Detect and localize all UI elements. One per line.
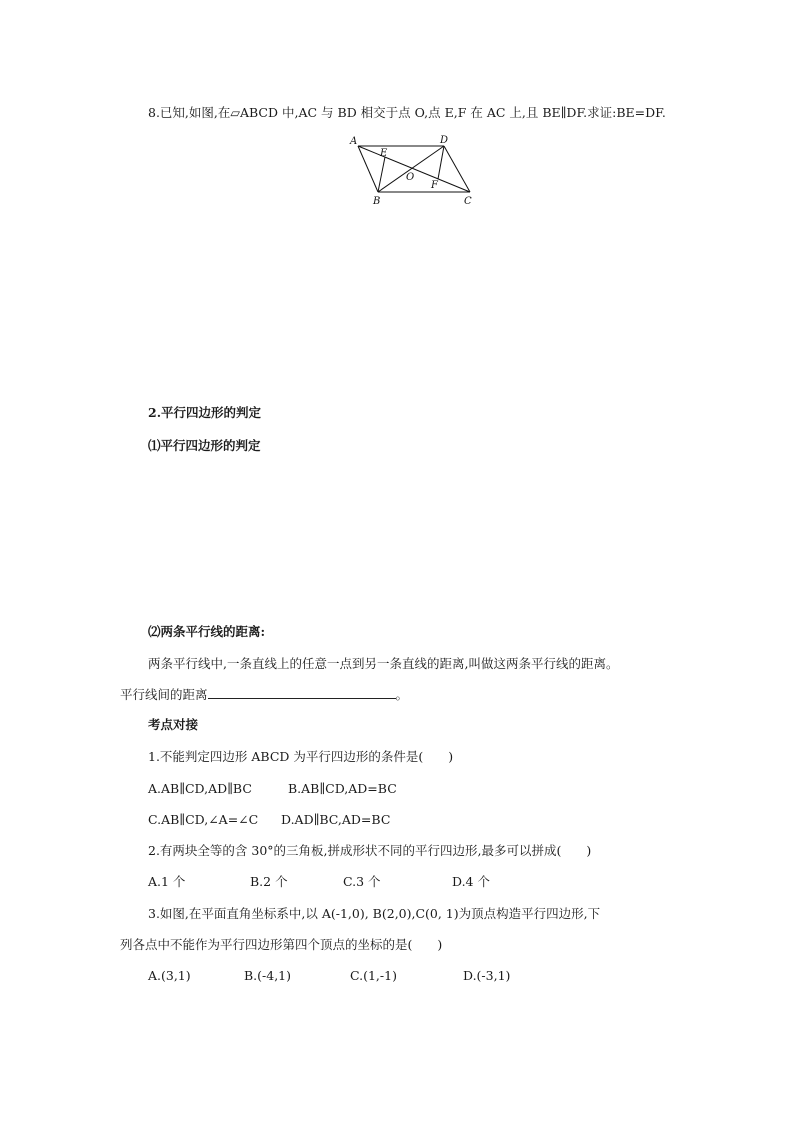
q3-option-d: D.(-3,1) bbox=[463, 968, 511, 983]
q1-option-b: B.AB∥CD,AD=BC bbox=[288, 781, 397, 796]
q8-text: 8.已知,如图,在▱ABCD 中,AC 与 BD 相交于点 O,点 E,F 在 AC 上,且 BE∥DF.求证:BE=DF. bbox=[148, 105, 666, 120]
label-a: A bbox=[350, 136, 358, 147]
q2-stem: 2.有两块全等的含 30°的三角板,拼成形状不同的平行四边形,最多可以拼成( ) bbox=[148, 843, 592, 858]
answer-blank[interactable] bbox=[208, 686, 396, 699]
q3-option-c: C.(1,-1) bbox=[350, 968, 397, 983]
q2-option-a: A.1 个 bbox=[148, 874, 186, 889]
segment-df bbox=[438, 146, 444, 179]
q2-option-d: D.4 个 bbox=[452, 874, 490, 889]
q1-option-d: D.AD∥BC,AD=BC bbox=[281, 812, 391, 827]
q3-option-b: B.(-4,1) bbox=[244, 968, 292, 983]
q1-stem: 1.不能判定四边形 ABCD 为平行四边形的条件是( ) bbox=[148, 749, 454, 764]
distance-prefix: 平行线间的距离 bbox=[120, 687, 208, 702]
side-dc bbox=[444, 146, 470, 192]
distance-line bbox=[120, 686, 408, 703]
label-e: E bbox=[380, 148, 388, 159]
q3-stem-line2: 列各点中不能作为平行四边形第四个顶点的坐标的是( ) bbox=[120, 937, 443, 952]
segment-be bbox=[378, 157, 385, 192]
section2-heading: 2.平行四边形的判定 bbox=[148, 405, 262, 420]
q2-option-c: C.3 个 bbox=[343, 874, 381, 889]
q3-option-a: A.(3,1) bbox=[148, 968, 191, 983]
q3-stem-line1: 3.如图,在平面直角坐标系中,以 A(-1,0), B(2,0),C(0, 1)为顶点构造平行四边形,下 bbox=[148, 906, 601, 921]
label-d: D bbox=[440, 135, 449, 146]
label-b: B bbox=[373, 196, 381, 207]
parallelogram-figure bbox=[340, 132, 490, 210]
q2-option-b: B.2 个 bbox=[250, 874, 288, 889]
definition-text: 两条平行线中,一条直线上的任意一点到另一条直线的距离,叫做这两条平行线的距离。 bbox=[148, 656, 619, 671]
label-c: C bbox=[464, 196, 472, 207]
label-f: F bbox=[431, 180, 438, 191]
distance-suffix: 。 bbox=[395, 687, 409, 702]
section2-sub2: ⑵两条平行线的距离: bbox=[148, 624, 266, 639]
q1-option-a: A.AB∥CD,AD∥BC bbox=[148, 781, 252, 796]
label-o: O bbox=[406, 172, 415, 183]
q1-option-c: C.AB∥CD,∠A=∠C bbox=[148, 812, 259, 827]
section2-sub1: ⑴平行四边形的判定 bbox=[148, 438, 261, 453]
kaodian-heading: 考点对接 bbox=[148, 717, 199, 732]
